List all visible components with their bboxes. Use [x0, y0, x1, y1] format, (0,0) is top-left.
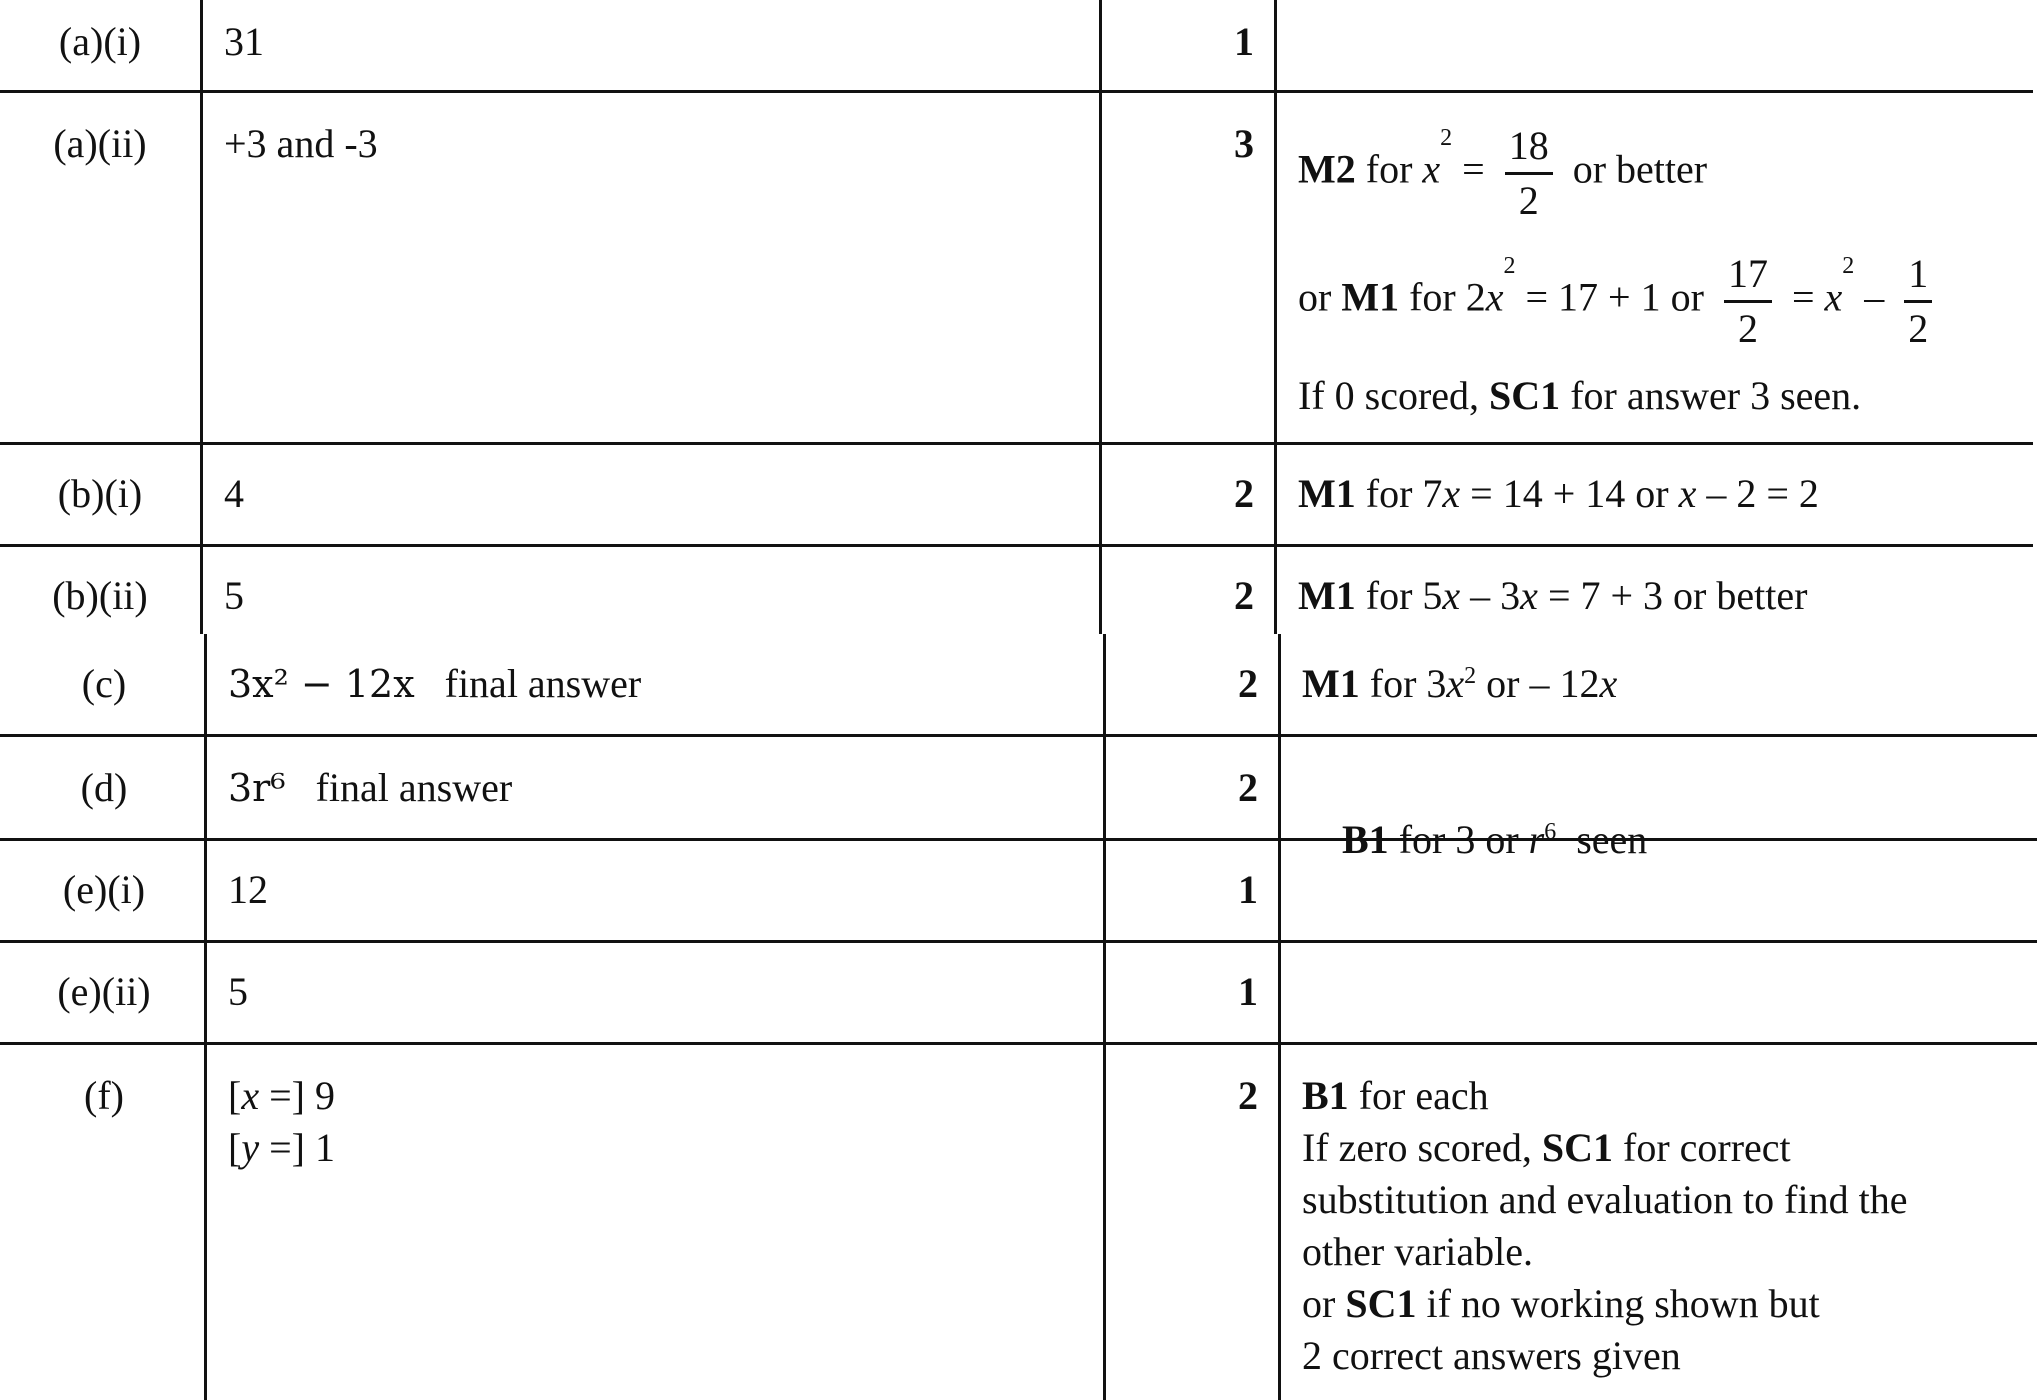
answer-cell — [228, 762, 512, 814]
answer-cell: 5 — [224, 573, 244, 618]
column-divider — [1274, 0, 1277, 634]
mark-code: SC1 — [1489, 373, 1561, 418]
guidance-line: 2 correct answers given — [1302, 1333, 1681, 1378]
part-label: (e)(ii) — [57, 969, 151, 1014]
row-divider — [0, 838, 2037, 841]
answer-line: [y =] 1 — [228, 1125, 335, 1170]
column-divider — [1099, 0, 1102, 634]
guidance-line: or SC1 if no working shown but — [1302, 1281, 1820, 1326]
mark-code: SC1 — [1541, 1125, 1614, 1170]
guidance-line: other variable. — [1302, 1229, 1533, 1274]
answer-cell: +3 and -3 — [224, 121, 378, 166]
mark-code: SC1 — [1345, 1281, 1417, 1326]
guidance-line: B1 for each — [1302, 1073, 1489, 1118]
row-divider — [0, 442, 2033, 445]
fraction: $\frac{18}{2}$ — [1505, 120, 1553, 227]
answer-cell: 5 — [228, 969, 248, 1014]
guidance-line: If zero scored, SC1 for correct — [1302, 1125, 1791, 1170]
column-divider — [200, 0, 203, 634]
marks-cell: 2 — [1238, 765, 1258, 810]
part-label: (d) — [80, 765, 128, 810]
answer-note: final answer — [444, 661, 642, 706]
fraction: $\frac{17}{2}$ — [1724, 248, 1772, 355]
guidance-cell: B1 for 3 or $r^6$ seen — [1342, 817, 1648, 862]
fraction: $\frac{1}{2}$ — [1904, 248, 1932, 355]
mark-code: M2 — [1298, 146, 1356, 192]
mark-code: M1 — [1298, 573, 1356, 618]
part-label: (f) — [84, 1073, 124, 1118]
guidance-cell: M1 for $3x^2$ or – 12x — [1302, 661, 1618, 706]
part-label: (b)(i) — [57, 471, 143, 516]
guidance-line: or M1 for $2x^2 = 17 + 1$ or $\frac{17}{2}$ = $x^2$ – $\frac{1}{2}$ — [1298, 248, 1942, 355]
row-divider — [0, 1042, 2037, 1045]
answer-line: [x =] 9 — [228, 1073, 335, 1118]
row-divider — [0, 544, 2033, 547]
mark-code: M1 — [1302, 661, 1360, 706]
mark-code: B1 — [1342, 817, 1389, 862]
answer-cell: 4 — [224, 471, 244, 516]
answer-cell — [228, 1070, 335, 1174]
answer-cell — [228, 658, 641, 710]
marks-cell: 1 — [1238, 969, 1258, 1014]
marks-cell: 2 — [1234, 471, 1254, 516]
marks-cell: 3 — [1234, 121, 1254, 166]
answer-note: final answer — [315, 765, 513, 810]
part-label: (b)(ii) — [52, 573, 148, 618]
answer-expression: 3x² − 12x — [228, 662, 415, 706]
answer-cell: 12 — [228, 867, 268, 912]
part-label: (c) — [81, 661, 127, 706]
answer-cell: 31 — [224, 19, 264, 64]
guidance-line: substitution and evaluation to find the — [1302, 1177, 1908, 1222]
guidance-line: M2 for $x^2$ = $\frac{18}{2}$ or better — [1298, 120, 1707, 227]
row-divider — [0, 734, 2037, 737]
guidance-cell — [1302, 1070, 1907, 1382]
part-label: (e)(i) — [62, 867, 146, 912]
row-divider — [0, 90, 2033, 93]
part-label: (a)(ii) — [53, 121, 147, 166]
mark-code: M1 — [1341, 274, 1400, 320]
part-label: (a)(i) — [58, 19, 142, 64]
mark-code: M1 — [1298, 471, 1356, 516]
marks-cell: 1 — [1238, 867, 1258, 912]
marks-cell: 2 — [1234, 573, 1254, 618]
answer-expression: 3r⁶ — [228, 766, 286, 810]
guidance-cell — [1298, 120, 2033, 440]
column-divider — [1103, 634, 1106, 1400]
marks-cell: 1 — [1234, 19, 1254, 64]
column-divider — [1278, 634, 1281, 1400]
marks-cell: 2 — [1238, 661, 1258, 706]
mark-code: B1 — [1302, 1073, 1349, 1118]
row-divider — [0, 940, 2037, 943]
guidance-cell: M1 for 5x – 3x = 7 + 3 or better — [1298, 573, 1808, 618]
guidance-cell: M1 for 7x = 14 + 14 or x – 2 = 2 — [1298, 471, 1819, 516]
guidance-line: If 0 scored, SC1 for answer 3 seen. — [1298, 373, 1862, 418]
column-divider — [204, 634, 207, 1400]
marks-cell: 2 — [1238, 1073, 1258, 1118]
